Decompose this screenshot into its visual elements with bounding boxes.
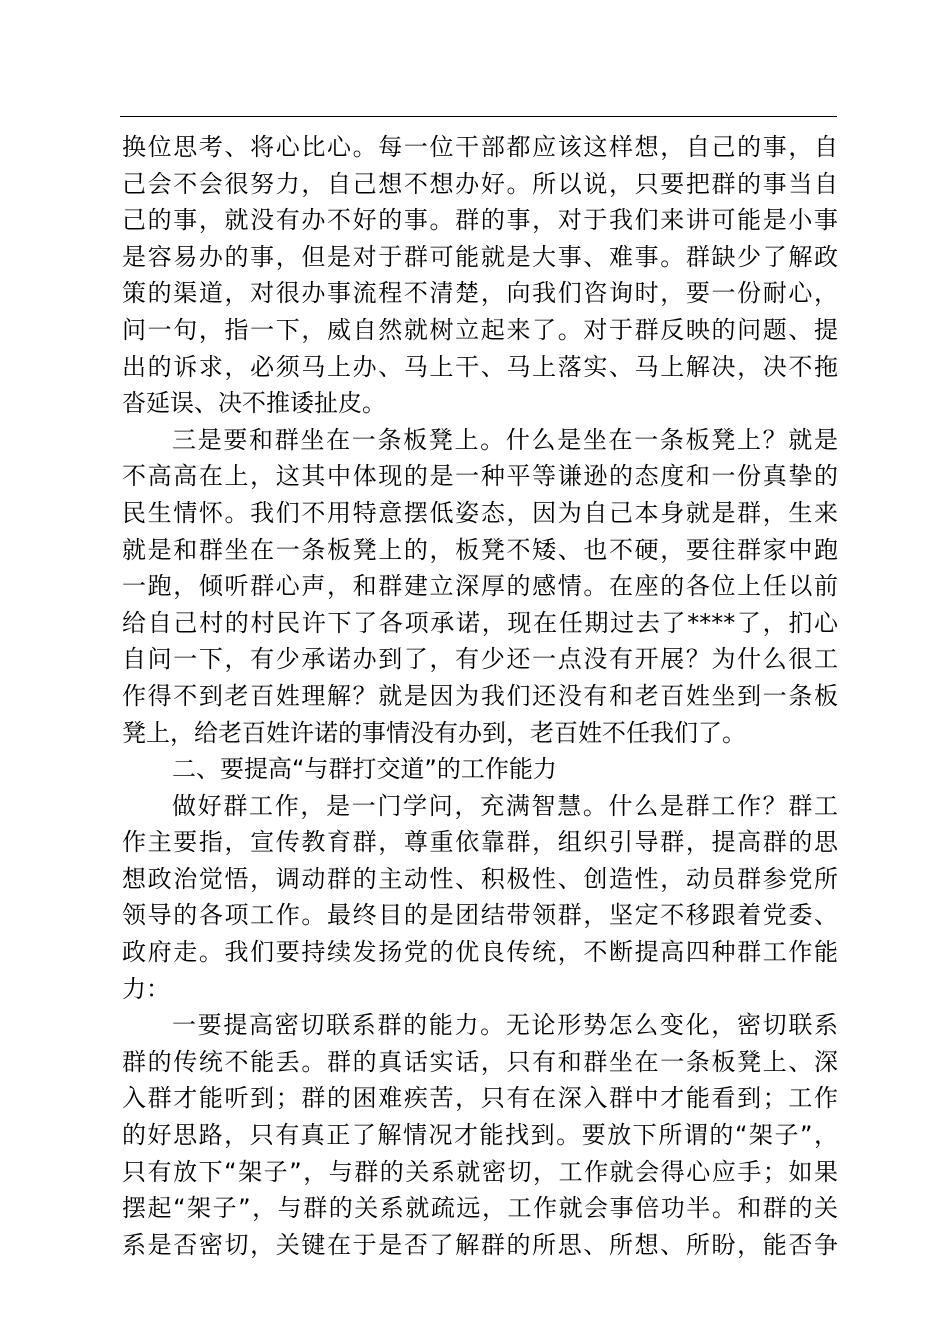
- text-line: 作得不到老百姓理解？就是因为我们还没有和老百姓坐到一条板: [122, 681, 838, 710]
- text-line: 问一句，指一下，威自然就树立起来了。对于群反映的问题、提: [122, 315, 838, 344]
- text-line: 力：: [122, 974, 170, 1003]
- text-line: 系是否密切，关键在于是否了解群的所思、所想、所盼，能否争: [122, 1230, 838, 1259]
- text-line: 领导的各项工作。最终目的是团结带领群，坚定不移跟着党委、: [122, 901, 838, 930]
- text-line: 是容易办的事，但是对于群可能就是大事、难事。群缺少了解政: [122, 242, 838, 271]
- text-line: 就是和群坐在一条板凳上的，板凳不矮、也不硬，要往群家中跑: [122, 535, 838, 564]
- text-line: 一跑，倾听群心声，和群建立深厚的感情。在座的各位上任以前: [122, 572, 838, 601]
- text-line: 入群才能听到；群的困难疾苦，只有在深入群中才能看到；工作: [122, 1084, 838, 1113]
- text-line: 二、要提高“与群打交道”的工作能力: [172, 755, 557, 784]
- text-line: 策的渠道，对很办事流程不清楚，向我们咨询时，要一份耐心，: [122, 279, 838, 308]
- text-line: 己会不会很努力，自己想不想办好。所以说，只要把群的事当自: [122, 169, 838, 198]
- text-line: 沓延误、决不推诿扯皮。: [122, 389, 386, 418]
- text-line: 群的传统不能丢。群的真话实话，只有和群坐在一条板凳上、深: [122, 1047, 838, 1076]
- text-line: 自问一下，有少承诺办到了，有少还一点没有开展？为什么很工: [122, 645, 838, 674]
- text-line: 作主要指，宣传教育群，尊重依靠群，组织引导群，提高群的思: [122, 828, 838, 857]
- text-line: 民生情怀。我们不用特意摆低姿态，因为自己本身就是群，生来: [122, 498, 838, 527]
- text-line: 不高高在上，这其中体现的是一种平等谦逊的态度和一份真挚的: [122, 462, 838, 491]
- text-line: 给自己村的村民许下了各项承诺，现在任期过去了****了，扪心: [122, 608, 838, 637]
- text-line: 凳上，给老百姓许诺的事情没有办到，老百姓不任我们了。: [122, 718, 746, 747]
- header-rule: [120, 116, 837, 117]
- text-line: 的好思路，只有真正了解情况才能找到。要放下所谓的“架子”，: [122, 1121, 838, 1150]
- text-line: 换位思考、将心比心。每一位干部都应该这样想，自己的事，自: [122, 133, 838, 161]
- text-line: 一要提高密切联系群的能力。无论形势怎么变化，密切联系: [172, 1011, 838, 1040]
- text-line: 想政治觉悟，调动群的主动性、积极性、创造性，动员群参党所: [122, 864, 838, 893]
- text-line: 政府走。我们要持续发扬党的优良传统，不断提高四种群工作能: [122, 938, 838, 967]
- text-line: 摆起“架子”，与群的关系就疏远，工作就会事倍功半。和群的关: [122, 1194, 838, 1223]
- text-line: 做好群工作，是一门学问，充满智慧。什么是群工作？群工: [172, 791, 838, 820]
- document-body: [122, 129, 838, 1263]
- text-line: 三是要和群坐在一条板凳上。什么是坐在一条板凳上？就是: [172, 425, 838, 454]
- text-line: 己的事，就没有办不好的事。群的事，对于我们来讲可能是小事: [122, 206, 838, 235]
- text-line: 只有放下“架子”，与群的关系就密切，工作就会得心应手；如果: [122, 1157, 838, 1186]
- text-line: 出的诉求，必须马上办、马上干、马上落实、马上解决，决不拖: [122, 352, 838, 381]
